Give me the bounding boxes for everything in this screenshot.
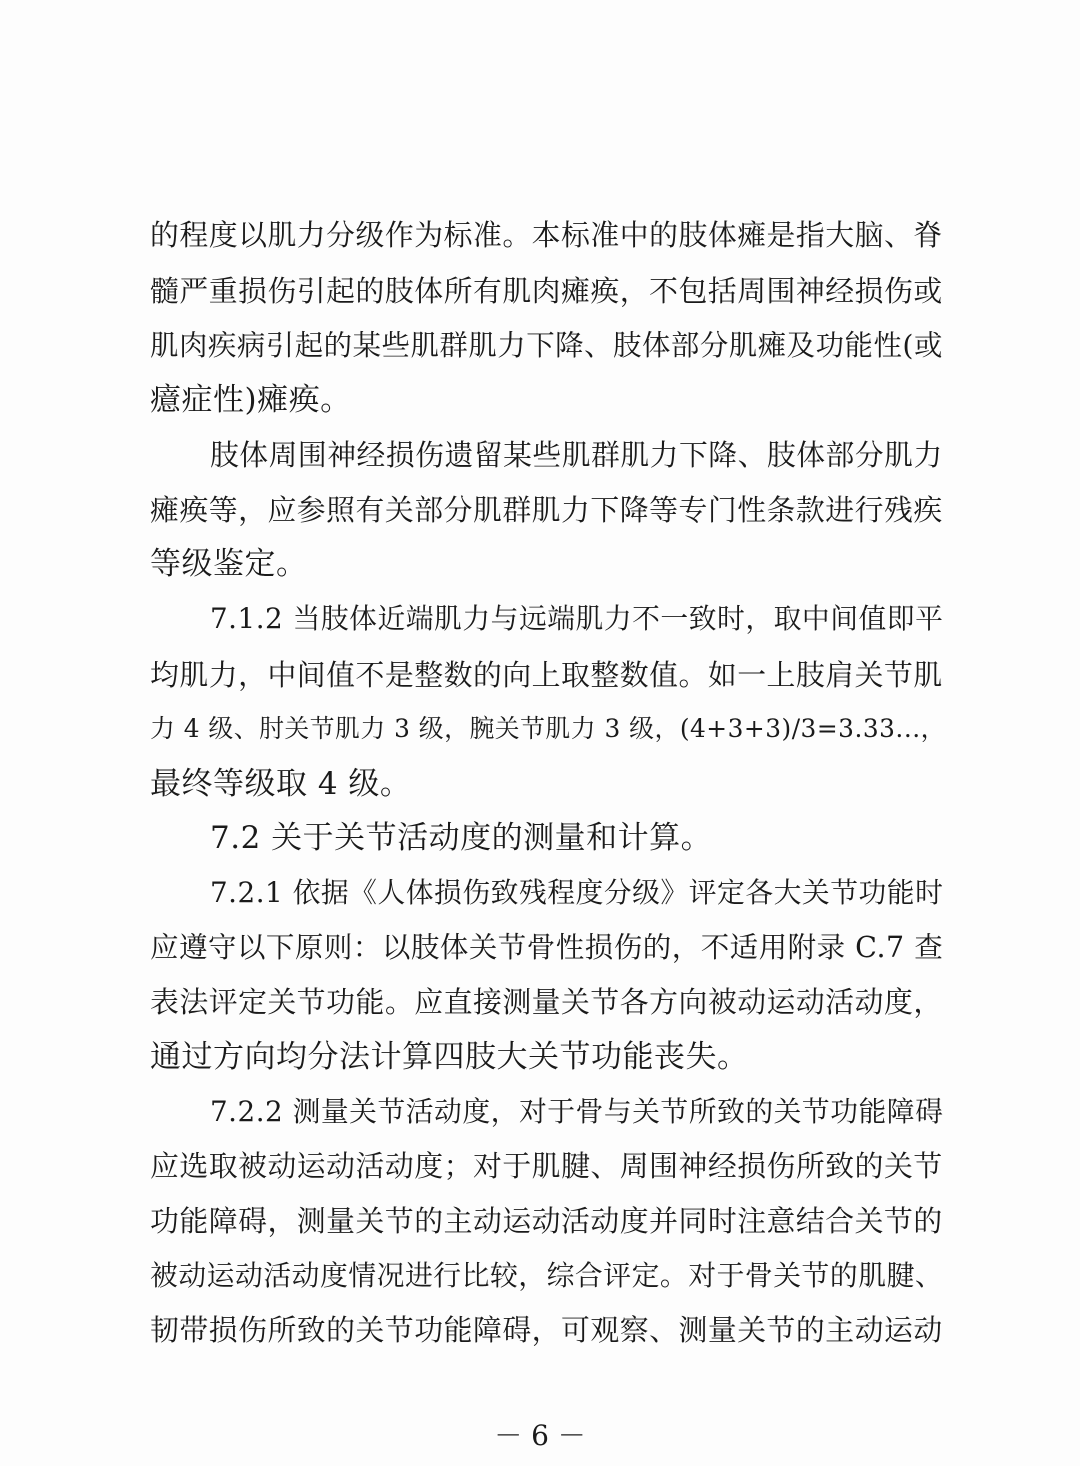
text-line-content: 7.2.2 测量关节活动度，对于骨与关节所致的关节功能障碍 (210, 1095, 944, 1128)
text-line (0, 542, 1080, 586)
text-line-content: 的程度以肌力分级作为标准。本标准中的肢体瘫是指大脑、脊 (150, 218, 943, 252)
text-line-content: 力 4 级、肘关节肌力 3 级，腕关节肌力 3 级，(4+3+3)/3=3.33...， (150, 714, 946, 743)
text-line-content: 7.1.2 当肢体近端肌力与远端肌力不一致时，取中间值即平 (210, 602, 944, 635)
text-line (0, 707, 1080, 751)
section-heading (0, 816, 1080, 860)
text-line-content: 7.2 关于关节活动度的测量和计算。 (210, 820, 713, 856)
text-line-content: 肌肉疾病引起的某些肌群肌力下降、肢体部分肌瘫及功能性(或 (150, 329, 943, 362)
text-line (0, 1308, 1080, 1352)
text-line (0, 1144, 1080, 1188)
text-line (0, 269, 1080, 313)
text-line (0, 980, 1080, 1024)
text-line (0, 488, 1080, 532)
text-line-content: 通过方向均分法计算四肢大关节功能丧失。 (150, 1039, 749, 1075)
text-line-content: 韧带损伤所致的关节功能障碍，可观察、测量关节的主动运动 (150, 1313, 943, 1347)
text-line-content: 髓严重损伤引起的肢体所有肌肉瘫痪，不包括周围神经损伤或 (150, 274, 943, 308)
text-line-content: 被动运动活动度情况进行比较，综合评定。对于骨关节的肌腱、 (150, 1259, 944, 1292)
text-line-content: 肢体周围神经损伤遗留某些肌群肌力下降、肢体部分肌力 (210, 438, 943, 472)
text-line (0, 762, 1080, 806)
text-line-content: 应遵守以下原则：以肢体关节骨性损伤的，不适用附录 C.7 查 (150, 931, 944, 964)
text-line (0, 433, 1080, 477)
text-line-content: 表法评定关节功能。应直接测量关节各方向被动运动活动度， (150, 985, 943, 1019)
page-number: － 6 － (494, 1419, 586, 1452)
text-line-content: 等级鉴定。 (150, 546, 308, 582)
text-line (0, 1035, 1080, 1079)
text-line (0, 1199, 1080, 1243)
text-line-content: 7.2.1 依据《人体损伤致残程度分级》评定各大关节功能时 (210, 876, 944, 909)
text-line-content: 瘫痪等，应参照有关部分肌群肌力下降等专门性条款进行残疾 (150, 493, 943, 527)
text-line (0, 378, 1080, 422)
text-line-content: 功能障碍，测量关节的主动运动活动度并同时注意结合关节的 (150, 1204, 943, 1238)
text-line-content: 癔症性)瘫痪。 (150, 382, 352, 418)
text-line-content: 均肌力，中间值不是整数的向上取整数值。如一上肢肩关节肌 (150, 658, 943, 692)
text-line-content: 最终等级取 4 级。 (150, 766, 412, 802)
text-line (0, 871, 1080, 915)
text-line (0, 1090, 1080, 1134)
text-line (0, 653, 1080, 697)
text-line (0, 597, 1080, 641)
text-line (0, 1254, 1080, 1298)
text-line-content: 应选取被动运动活动度；对于肌腱、周围神经损伤所致的关节 (150, 1149, 943, 1183)
text-line (0, 926, 1080, 970)
text-line (0, 213, 1080, 257)
text-line (0, 324, 1080, 368)
